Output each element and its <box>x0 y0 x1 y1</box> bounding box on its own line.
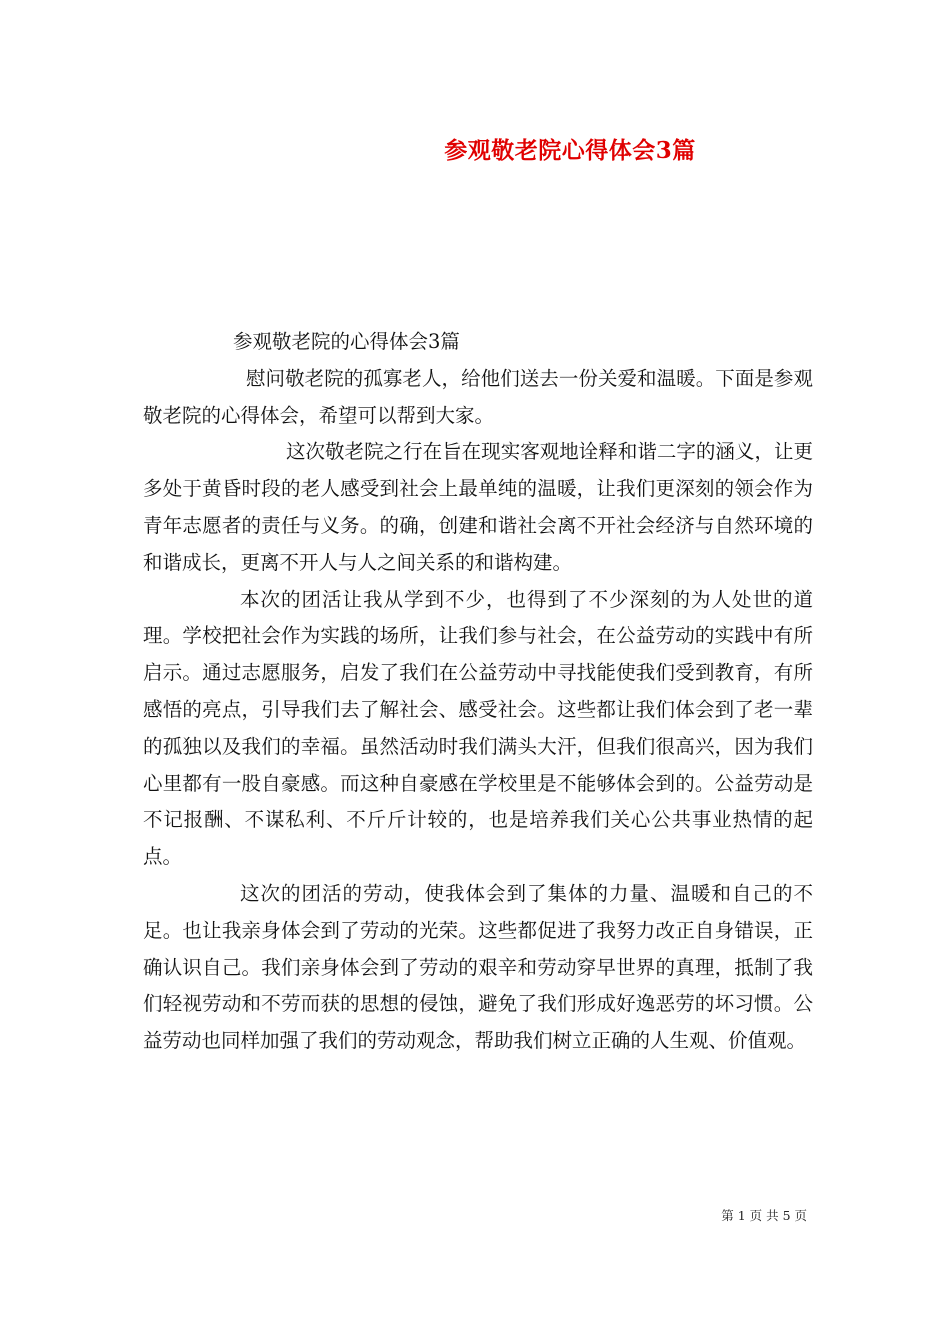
paragraph-intro: 慰问敬老院的孤寡老人，给他们送去一份关爱和温暖。下面是参观敬老院的心得体会，希望可以帮到大家。 <box>143 366 813 427</box>
document-title: 参观敬老院心得体会3篇 <box>444 137 696 164</box>
paragraph-1: 这次敬老院之行在旨在现实客观地诠释和谐二字的涵义，让更多处于黄昏时段的老人感受到社会上最单纯的温暖，让我们更深刻的领会作为青年志愿者的责任与义务。的确，创建和谐社会离不开社会经济与自然环境的和谐成长，更离不开人与人之间关系的和谐构建。 <box>143 440 813 574</box>
page-number: 第 1 页 共 5 页 <box>721 1208 807 1223</box>
paragraph-2: 本次的团活让我从学到不少，也得到了不少深刻的为人处世的道理。学校把社会作为实践的场所，让我们参与社会，在公益劳动的实践中有所启示。通过志愿服务，启发了我们在公益劳动中寻找能使我们受到教育，有所感悟的亮点，引导我们去了解社会、感受社会。这些都让我们体会到了老一辈的孤独以及我们的幸福。虽然活动时我们满头大汗，但我们很高兴，因为我们心里都有一股自豪感。而这种自豪感在学校里是不能够体会到的。公益劳动是不记报酬、不谋私利、不斤斤计较的，也是培养我们关心公共事业热情的起点。 <box>143 587 813 869</box>
paragraph-3: 这次的团活的劳动，使我体会到了集体的力量、温暖和自己的不足。也让我亲身体会到了劳动的光荣。这些都促进了我努力改正自身错误，正确认识自己。我们亲身体会到了劳动的艰辛和劳动穿早世界的真理，抵制了我们轻视劳动和不劳而获的思想的侵蚀，避免了我们形成好逸恶劳的坏习惯。公益劳动也同样加强了我们的劳动观念，帮助我们树立正确的人生观、价值观。 <box>143 881 813 1053</box>
document-body <box>143 324 813 1060</box>
document-subtitle: 参观敬老院的心得体会3篇 <box>233 330 460 353</box>
